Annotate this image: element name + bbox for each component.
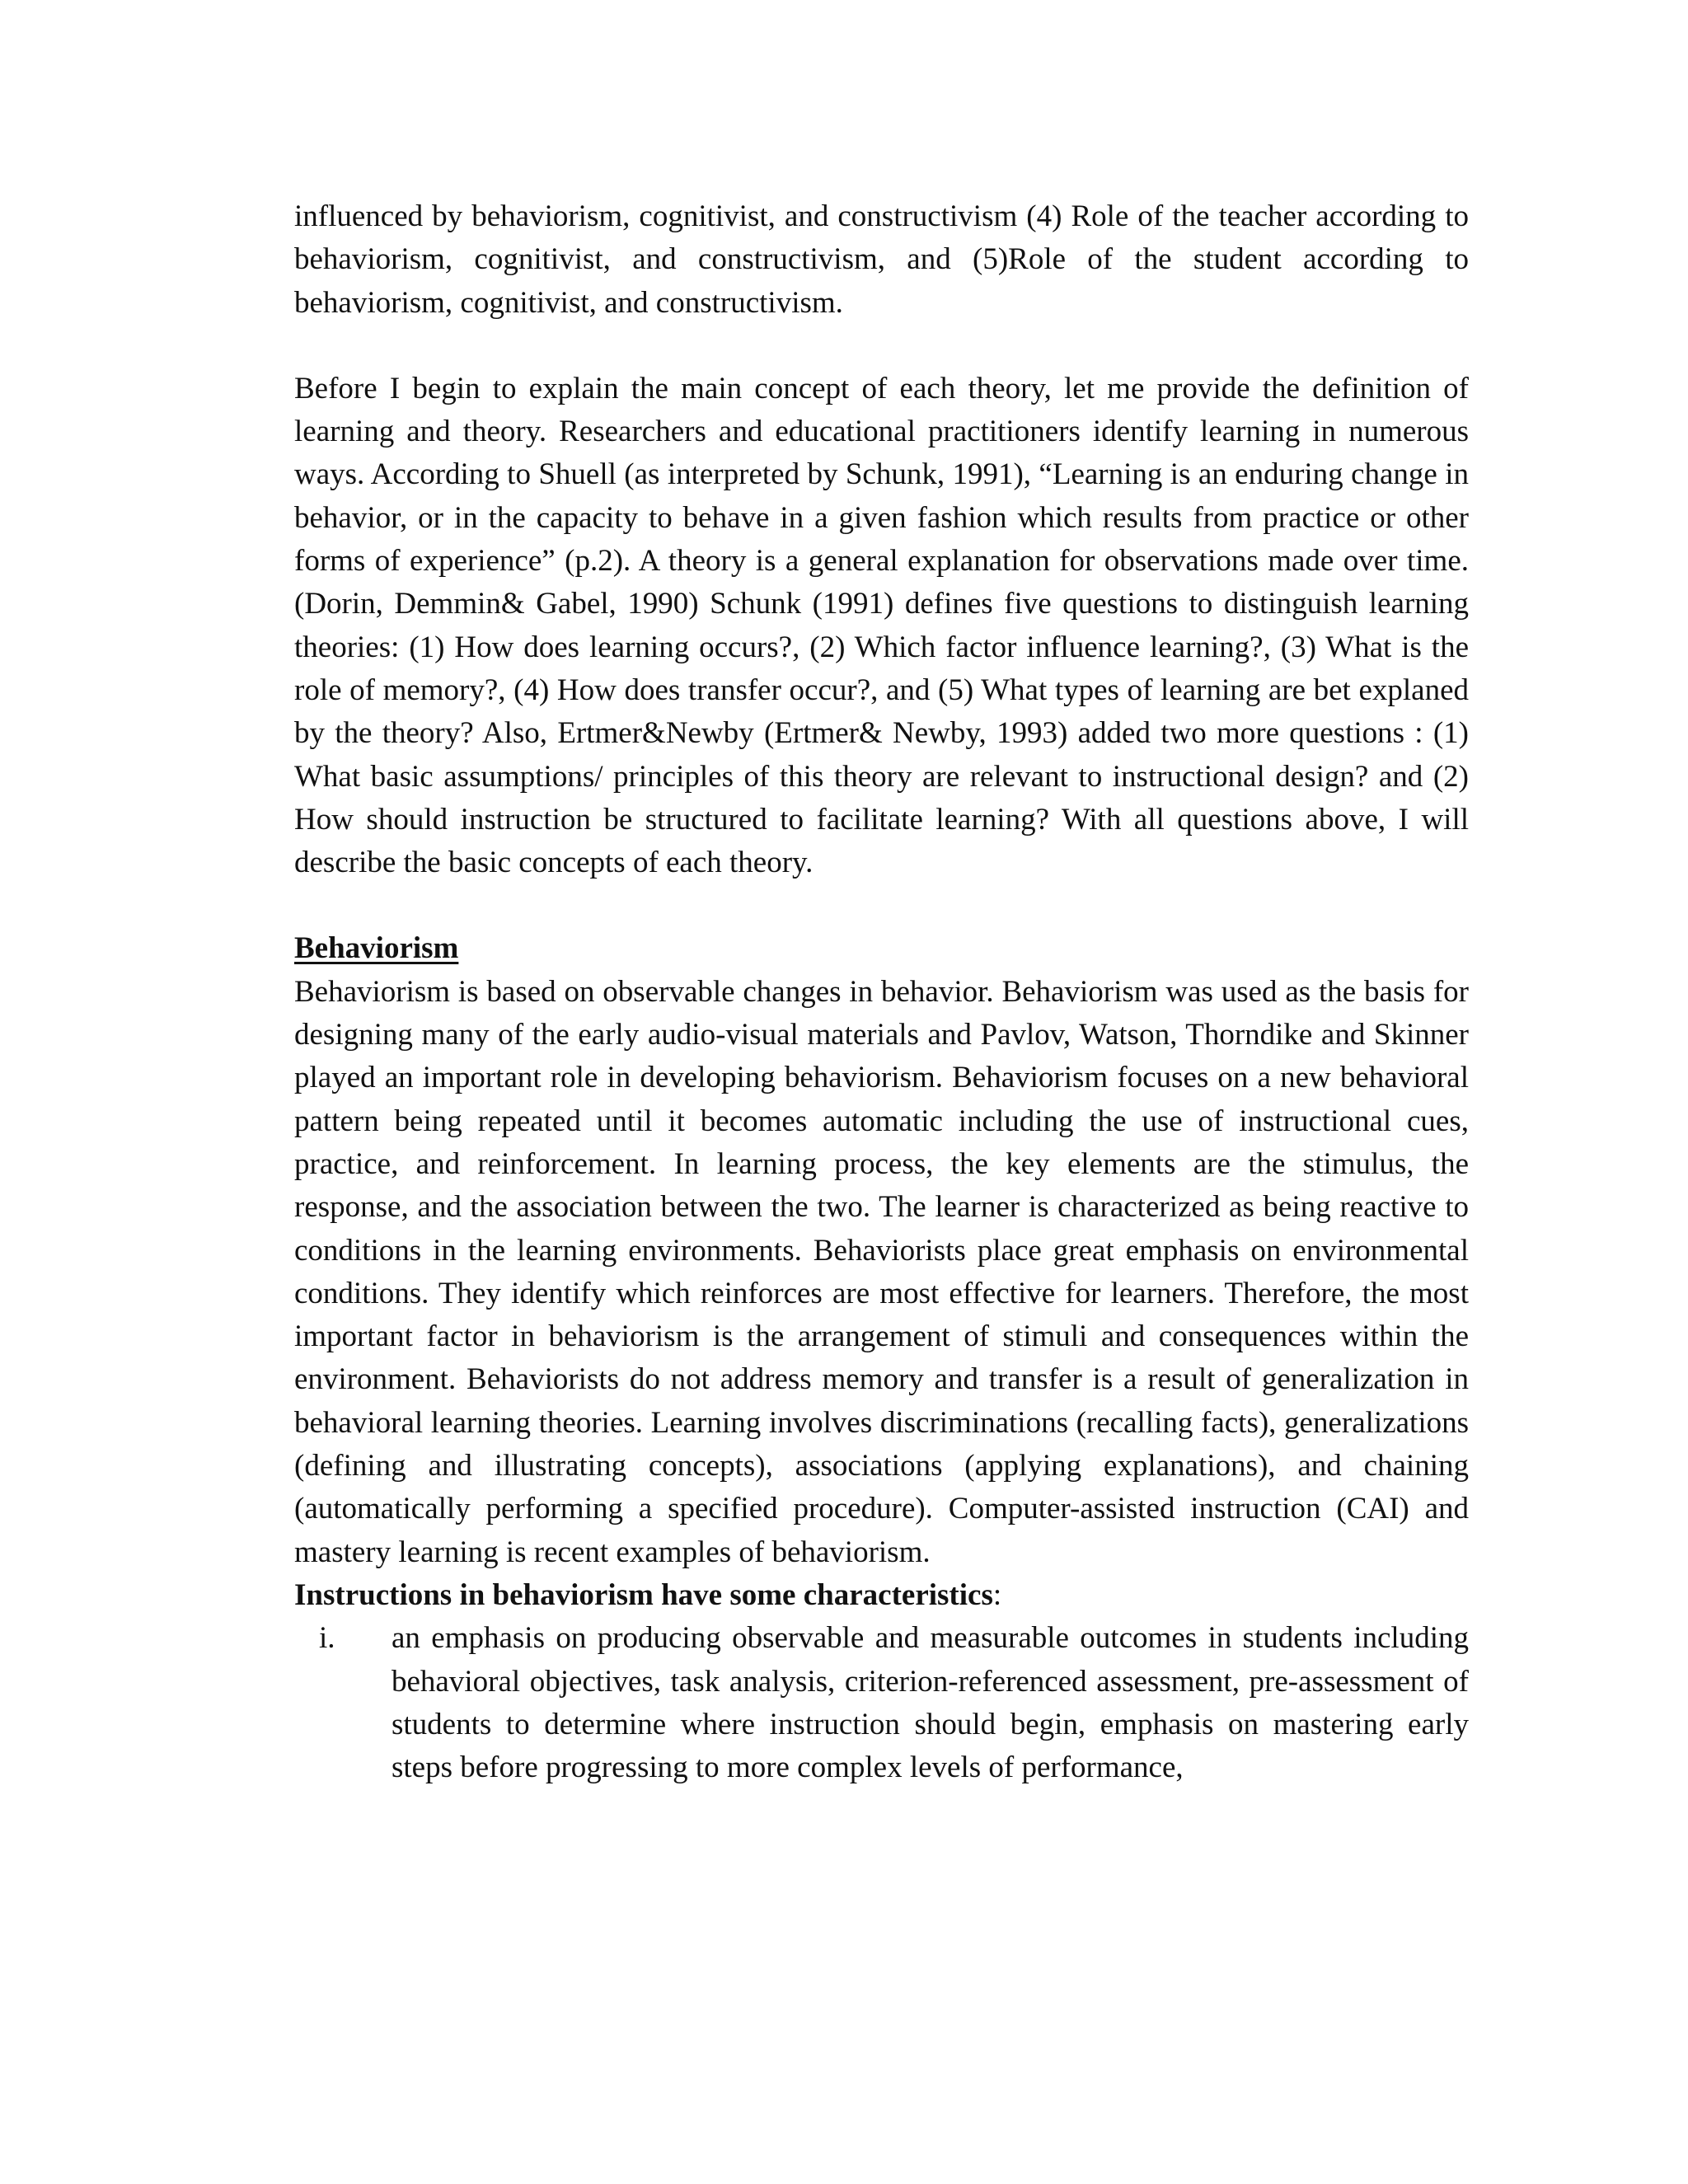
paragraph-spacer xyxy=(294,884,1469,927)
paragraph-spacer xyxy=(294,325,1469,368)
paragraph-behaviorism: Behaviorism is based on observable changes in behavior. Behaviorism was used as the basis for designing many of the early audio-visual materials and Pavlov, Watson, Thorndike and Skinner played an important role in developing behaviorism. Behaviorism focuses on a new behavioral pattern being repeated until it becomes automatic including the use of instructional cues, practice, and reinforcement. In learning process, the key elements are the stimulus, the response, and the association between the two. The learner is characterized as being reactive to conditions in the learning environments. Behaviorists place great emphasis on environmental conditions. They identify which reinforces are most effective for learners. Therefore, the most important factor in behaviorism is the arrangement of stimuli and consequences within the environment. Behaviorists do not address memory and transfer is a result of generalization in behavioral learning theories. Learning involves discriminations (recalling facts), generalizations (defining and illustrating concepts), associations (applying explanations), and chaining (automatically performing a specified procedure). Computer-assisted instruction (CAI) and mastery learning is recent examples of behaviorism. xyxy=(294,974,1469,1569)
list-lead-sentence xyxy=(294,1574,1469,1617)
document-body xyxy=(294,195,1469,1789)
list-lead-colon: : xyxy=(992,1577,1002,1612)
list-item xyxy=(294,1617,1469,1789)
characteristics-list xyxy=(294,1617,1469,1789)
section-heading-behaviorism: Behaviorism xyxy=(294,931,459,966)
list-lead-bold: Instructions in behaviorism have some characteristics xyxy=(294,1577,993,1612)
list-item-text: an emphasis on producing observable and measurable outcomes in students including behavioral objectives, task analysis, criterion-referenced assessment, pre-assessment of students to determine where instruction should begin, emphasis on mastering early steps before progressing to more complex levels of performance, xyxy=(392,1621,1469,1785)
paragraph-definitions: Before I begin to explain the main concept of each theory, let me provide the definition of learning and theory. Researchers and educational practitioners identify learning in numerous ways. According to Shuell (as interpreted by Schunk, 1991), “Learning is an enduring change in behavior, or in the capacity to behave in a given fashion which results from practice or other forms of experience” (p.2). A theory is a general explanation for observations made over time. (Dorin, Demmin& Gabel, 1990) Schunk (1991) defines five questions to distinguish learning theories: (1) How does learning occurs?, (2) Which factor influence learning?, (3) What is the role of memory?, (4) How does transfer occur?, and (5) What types of learning are bet explaned by the theory? Also, Ertmer&Newby (Ertmer& Newby, 1993) added two more questions : (1) What basic assumptions/ principles of this theory are relevant to instructional design? and (2) How should instruction be structured to facilitate learning? With all questions above, I will describe the basic concepts of each theory. xyxy=(294,371,1469,880)
list-item-marker: i. xyxy=(319,1621,335,1656)
paragraph-intro-continuation: influenced by behaviorism, cognitivist, and constructivism (4) Role of the teacher according to behaviorism, cognitivist, and constructivism, and (5)Role of the student according to behaviorism, cognitivist, and constructivism. xyxy=(294,199,1469,320)
